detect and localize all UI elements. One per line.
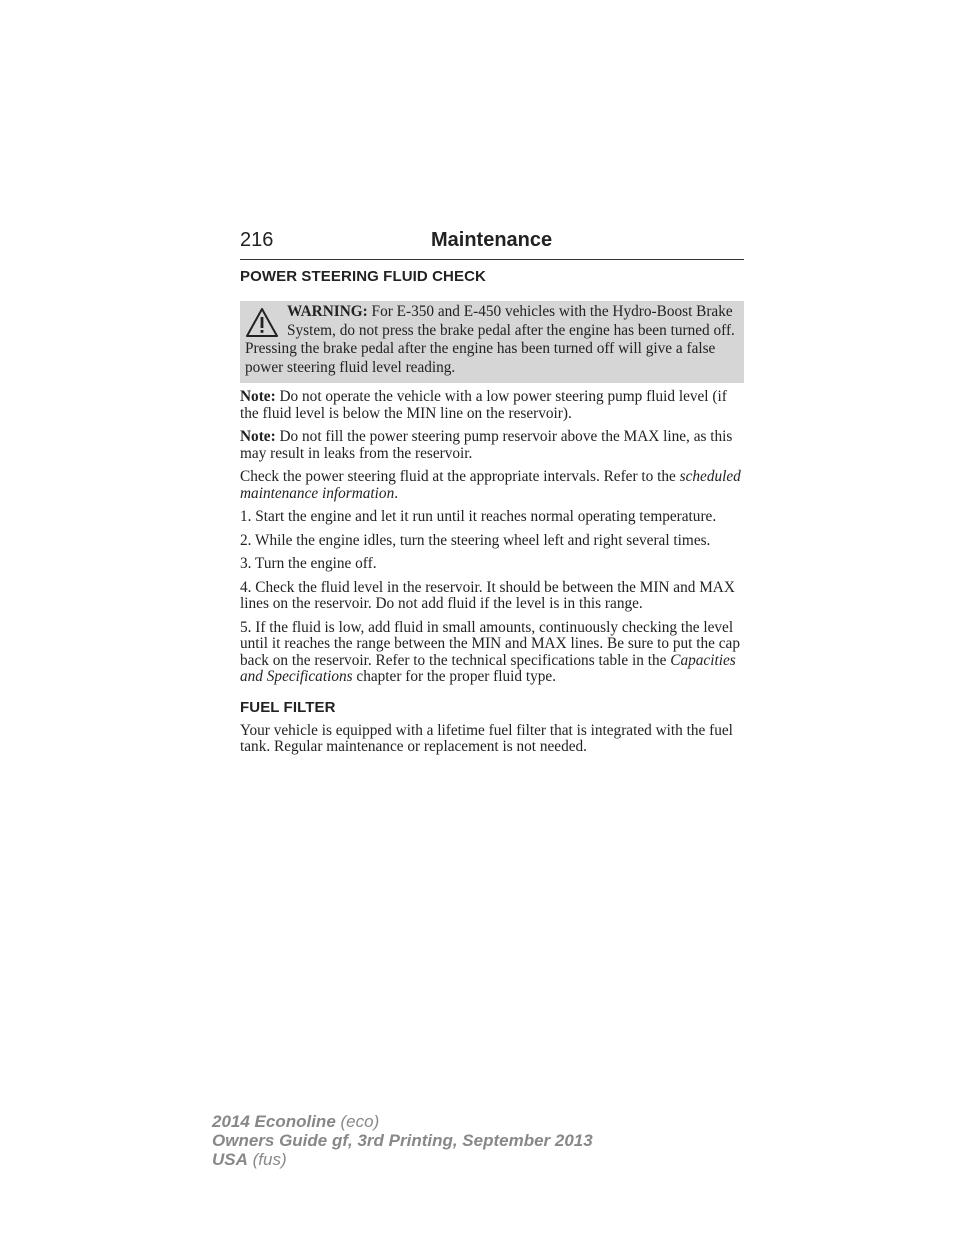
footer-market: USA [212,1150,248,1169]
note-text: Do not fill the power steering pump reservoir above the MAX line, as this may result in leaks from the reservoir. [240,428,733,462]
note-low-fluid [240,389,744,422]
page-content [240,268,744,756]
note-text: Do not operate the vehicle with a low power steering pump fluid level (if the fluid level is below the MIN line on the reservoir). [240,388,727,422]
chapter-title: Maintenance [431,229,553,251]
warning-triangle-icon [245,307,279,339]
intro-text: Check the power steering fluid at the appropriate intervals. Refer to the [240,468,680,485]
page-header [240,229,744,260]
warning-text: For E-350 and E-450 vehicles with the Hydro-Boost Brake System, do not press the brake pedal after the engine has been turned off. Pressing the brake pedal after the engine has been turned off will give a false power steering fluid level reading. [245,303,735,376]
page-number: 216 [240,229,274,251]
step-2: 2. While the engine idles, turn the steering wheel left and right several times. [240,531,711,549]
section-heading-power-steering: POWER STEERING FLUID CHECK [240,268,486,285]
footer-model: 2014 Econoline [212,1112,336,1131]
intro-end: . [394,484,399,502]
footer-market-code: (fus) [247,1150,287,1169]
step-5 [240,620,744,686]
footer-line-3 [212,1150,593,1169]
step-3: 3. Turn the engine off. [240,555,377,572]
capacities-reference: Capacities and Specifications [240,651,736,685]
fuel-filter-paragraph: Your vehicle is equipped with a lifetime fuel filter that is integrated with the fuel tank. Regular maintenance or replacement is not needed. [240,721,733,755]
footer-printing: Owners Guide gf, 3rd Printing, September 2013 [212,1131,593,1150]
footer-line-2 [212,1131,593,1150]
step-4: 4. Check the fluid level in the reservoir. It should be between the MIN and MAX lines on the reservoir. Do not add fluid if the level is in this range. [240,578,735,612]
note-label: Note: [240,428,276,445]
step-5-text: 5. If the fluid is low, add fluid in small amounts, continuously checking the level until it reaches the range between the MIN and MAX lines. Be sure to put the cap back on the reservoir. Refer to the technical specifications table in the [240,618,740,669]
maintenance-info-reference: scheduled maintenance information [240,468,741,502]
step-1: 1. Start the engine and let it run until it reaches normal operating temperature. [240,508,717,525]
warning-label: WARNING: [287,303,368,320]
note-label: Note: [240,388,276,405]
warning-box [240,301,744,383]
step-5-end: chapter for the proper fluid type. [352,668,557,685]
footer-model-code: (eco) [335,1112,380,1131]
page-footer [212,1112,593,1169]
intro-paragraph [240,469,744,502]
note-overfill [240,429,744,462]
footer-line-1 [212,1112,593,1131]
section-heading-fuel-filter: FUEL FILTER [240,698,336,716]
